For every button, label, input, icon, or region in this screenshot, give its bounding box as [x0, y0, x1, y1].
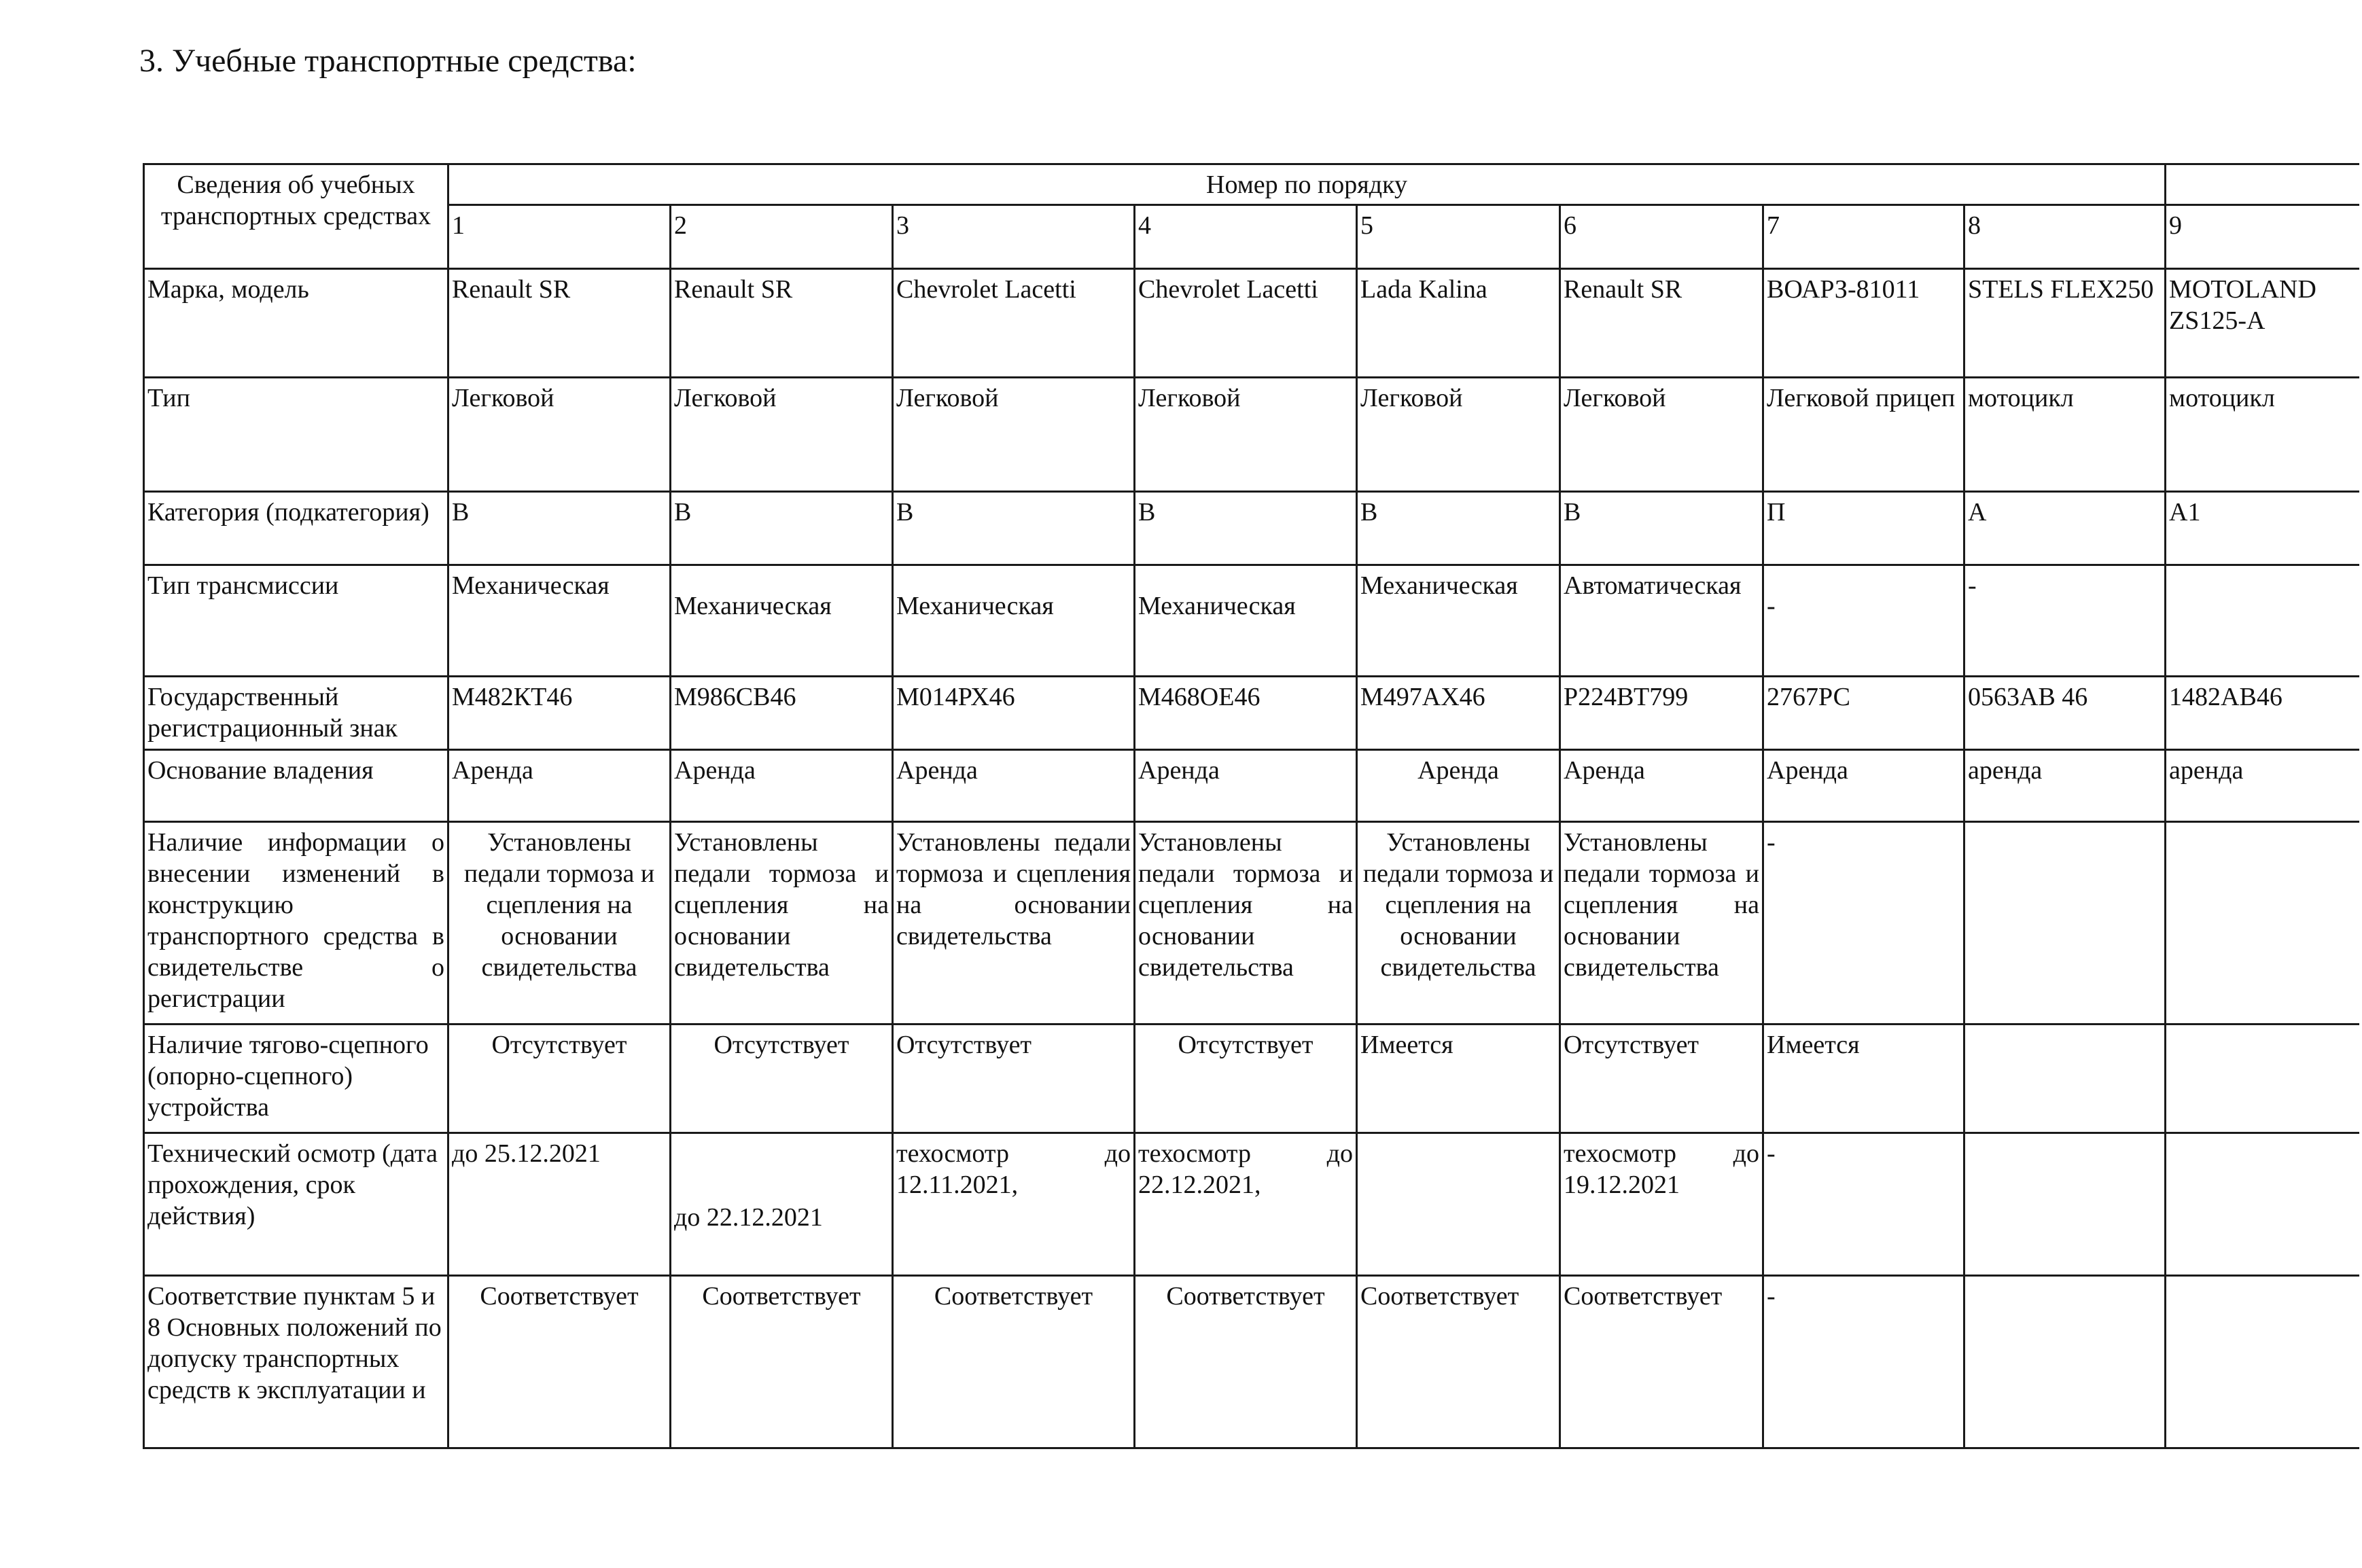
table-cell — [1964, 1276, 2166, 1448]
table-cell — [2166, 1024, 2359, 1133]
table-cell: до 22.12.2021 — [671, 1133, 893, 1276]
table-cell: Механическая — [448, 565, 671, 677]
table-cell: Механическая — [1357, 565, 1560, 677]
table-cell: Renault SR — [671, 269, 893, 378]
table-cell: техосмотр до 19.12.2021 — [1560, 1133, 1763, 1276]
table-cell — [2166, 822, 2359, 1024]
number-row — [144, 205, 2359, 269]
number-cell: 7 — [1763, 205, 1964, 269]
number-cell: 9 — [2166, 205, 2359, 269]
table-cell: М468ОЕ46 — [1135, 677, 1357, 750]
table-cell: М986СВ46 — [671, 677, 893, 750]
table-cell: Легковой — [1560, 378, 1763, 492]
table-cell: B — [671, 492, 893, 565]
table-cell: Установлены педали тормоза и сцепления на основании свидетельства — [1560, 822, 1763, 1024]
table-cell: - — [1763, 1276, 1964, 1448]
table-cell: Отсутствует — [1560, 1024, 1763, 1133]
row-label: Основание владения — [144, 750, 448, 822]
table-cell: до 25.12.2021 — [448, 1133, 671, 1276]
table-cell: Renault SR — [1560, 269, 1763, 378]
table-cell: Установлены педали тормоза и сцепления на основании свидетельства — [448, 822, 671, 1024]
table-cell: техосмотр до 22.12.2021, — [1135, 1133, 1357, 1276]
empty-header-cell — [2166, 164, 2359, 205]
table-cell: Автоматическая — [1560, 565, 1763, 677]
table-cell: Легковой — [1357, 378, 1560, 492]
number-cell: 1 — [448, 205, 671, 269]
table-cell: Легковой — [893, 378, 1135, 492]
table-cell: Механическая — [893, 565, 1135, 677]
table-cell: - — [1763, 565, 1964, 677]
table-cell: Отсутствует — [893, 1024, 1135, 1133]
row-label: Наличие тягово-сцепного (опорно-сцепного) устройства — [144, 1024, 448, 1133]
table-row — [144, 1024, 2359, 1133]
table-cell: Соответствует — [1135, 1276, 1357, 1448]
table-cell: Аренда — [1135, 750, 1357, 822]
table-cell: 0563АВ 46 — [1964, 677, 2166, 750]
table-row — [144, 1276, 2359, 1448]
table-cell: Аренда — [1763, 750, 1964, 822]
row-label: Марка, модель — [144, 269, 448, 378]
table-cell: Соответствует — [893, 1276, 1135, 1448]
table-cell: Легковой — [671, 378, 893, 492]
table-cell: 1482АВ46 — [2166, 677, 2359, 750]
row-label: Технический осмотр (дата прохождения, срок действия) — [144, 1133, 448, 1276]
table-cell — [1964, 1133, 2166, 1276]
table-cell — [1964, 822, 2166, 1024]
table-row — [144, 378, 2359, 492]
table-cell: Легковой — [448, 378, 671, 492]
table-cell — [1964, 1024, 2166, 1133]
table-cell: Renault SR — [448, 269, 671, 378]
table-cell: Отсутствует — [1135, 1024, 1357, 1133]
table-row — [144, 822, 2359, 1024]
table-cell: Легковой — [1135, 378, 1357, 492]
table-cell: Аренда — [893, 750, 1135, 822]
table-cell: Аренда — [1560, 750, 1763, 822]
table-cell: MOTOLAND ZS125-A — [2166, 269, 2359, 378]
table-cell: Аренда — [1357, 750, 1560, 822]
table-cell: Отсутствует — [448, 1024, 671, 1133]
table-cell: А1 — [2166, 492, 2359, 565]
table-cell: Установлены педали тормоза и сцепления на основании свидетельства — [893, 822, 1135, 1024]
table-cell: мотоцикл — [2166, 378, 2359, 492]
table-cell: аренда — [2166, 750, 2359, 822]
table-cell: Установлены педали тормоза и сцепления на основании свидетельства — [1357, 822, 1560, 1024]
table-cell: - — [1763, 822, 1964, 1024]
table-cell: 2767РС — [1763, 677, 1964, 750]
table-row — [144, 750, 2359, 822]
table-row — [144, 1133, 2359, 1276]
table-cell: М482КТ46 — [448, 677, 671, 750]
table-cell: Р224ВТ799 — [1560, 677, 1763, 750]
table-cell — [2166, 1276, 2359, 1448]
table-cell: Механическая — [671, 565, 893, 677]
table-cell: B — [1357, 492, 1560, 565]
table-cell: Аренда — [448, 750, 671, 822]
table-cell: - — [1964, 565, 2166, 677]
table-cell: Lada Kalina — [1357, 269, 1560, 378]
table-cell: Соответствует — [1560, 1276, 1763, 1448]
table-cell: А — [1964, 492, 2166, 565]
row-label: Государственный регистрационный знак — [144, 677, 448, 750]
table-cell: Имеется — [1763, 1024, 1964, 1133]
table-cell: Установлены педали тормоза и сцепления на основании свидетельства — [671, 822, 893, 1024]
table-cell: Chevrolet Lacetti — [1135, 269, 1357, 378]
table-row — [144, 677, 2359, 750]
row-label: Тип трансмиссии — [144, 565, 448, 677]
vehicles-table — [143, 163, 2359, 1449]
table-cell: Соответствует — [671, 1276, 893, 1448]
table-cell — [2166, 565, 2359, 677]
table-cell: - — [1763, 1133, 1964, 1276]
table-cell: Соответствует — [448, 1276, 671, 1448]
header-label-cell: Сведения об учебных транспортных средствах — [144, 164, 448, 269]
table-header-row — [144, 164, 2359, 205]
table-cell: техосмотр до 12.11.2021, — [893, 1133, 1135, 1276]
table-cell: М497АХ46 — [1357, 677, 1560, 750]
table-cell: мотоцикл — [1964, 378, 2166, 492]
table-cell: B — [893, 492, 1135, 565]
table-cell: Легковой прицеп — [1763, 378, 1964, 492]
table-cell: STELS FLEX250 — [1964, 269, 2166, 378]
table-row — [144, 269, 2359, 378]
table-cell — [2166, 1133, 2359, 1276]
number-cell: 4 — [1135, 205, 1357, 269]
table-cell: Соответствует — [1357, 1276, 1560, 1448]
table-cell: Имеется — [1357, 1024, 1560, 1133]
number-cell: 5 — [1357, 205, 1560, 269]
number-cell: 8 — [1964, 205, 2166, 269]
row-label: Категория (подкатегория) — [144, 492, 448, 565]
table-cell: Аренда — [671, 750, 893, 822]
row-label: Тип — [144, 378, 448, 492]
table-cell: М014РХ46 — [893, 677, 1135, 750]
table-cell — [1357, 1133, 1560, 1276]
table-cell: B — [1135, 492, 1357, 565]
page-title: 3. Учебные транспортные средства: — [139, 43, 637, 79]
group-label-cell: Номер по порядку — [448, 164, 2166, 205]
table-cell: Chevrolet Lacetti — [893, 269, 1135, 378]
number-cell: 3 — [893, 205, 1135, 269]
table-cell: аренда — [1964, 750, 2166, 822]
number-cell: 2 — [671, 205, 893, 269]
table-cell: П — [1763, 492, 1964, 565]
row-label: Соответствие пунктам 5 и 8 Основных положений по допуску транспортных средств к эксплуатации и — [144, 1276, 448, 1448]
table-cell: Отсутствует — [671, 1024, 893, 1133]
table-cell: B — [448, 492, 671, 565]
table-row — [144, 565, 2359, 677]
table-cell: ВОАРЗ-81011 — [1763, 269, 1964, 378]
table-cell: Установлены педали тормоза и сцепления на основании свидетельства — [1135, 822, 1357, 1024]
table-row — [144, 492, 2359, 565]
table-cell: Механическая — [1135, 565, 1357, 677]
number-cell: 6 — [1560, 205, 1763, 269]
row-label: Наличие информации о внесении изменений в конструкцию транспортного средства в свидетельстве о регистрации — [144, 822, 448, 1024]
table-cell: B — [1560, 492, 1763, 565]
